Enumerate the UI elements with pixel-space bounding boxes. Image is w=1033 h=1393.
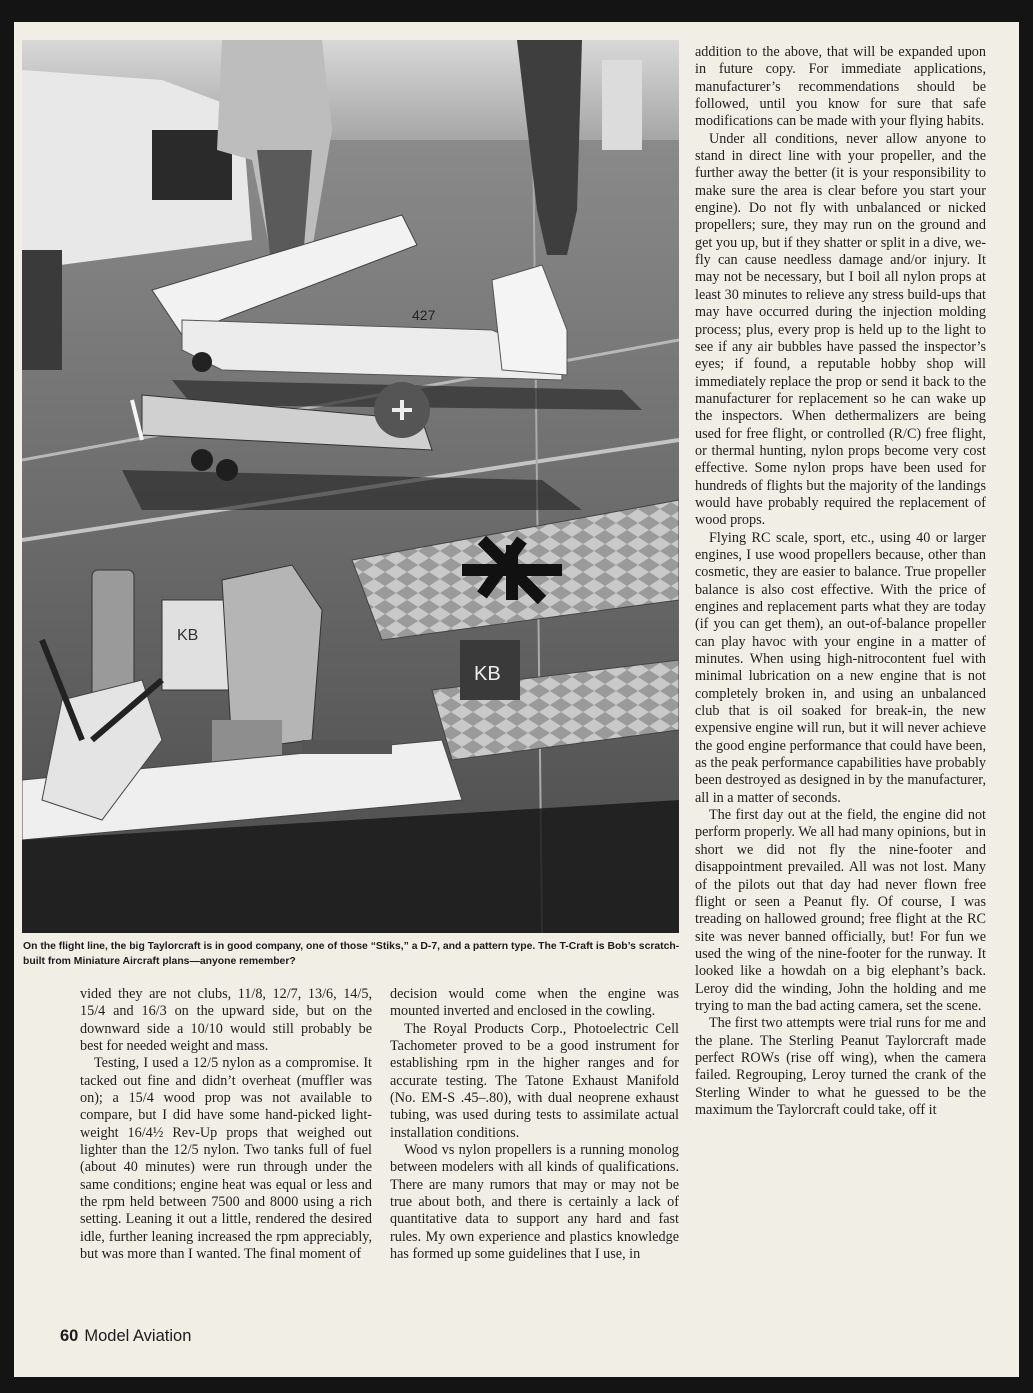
paragraph: Testing, I used a 12/5 nylon as a compromise. It tacked out fine and didn’t overheat (muffler was on); a 15/4 wood prop was not available to compare, but I did have some hand-picked light-weight 16/4½ Rev-Up props that weighed out lighter than the 12/5 nylon. Two tanks full of fuel (about 40 minutes) were run through under the same conditions; engine heat was equal or less and the rpm held between 7500 and 8000 using a rich setting. Leaning it out a little, rendered the desired idle, further leaning increased the rpm appreciably, but was more than I wanted. The final moment of: [80, 1055, 372, 1263]
page-folio: [60, 1327, 191, 1346]
paragraph: The Royal Products Corp., Photoelectric Cell Tachometer proved to be a good instrument for establishing rpm in the higher ranges and for accurate testing. The Tatone Exhaust Manifold (No. EM-S .45–.80), with dual neoprene exhaust tubing, was used during tests to assimilate actual installation conditions.: [390, 1020, 679, 1141]
photo-caption: On the flight line, the big Taylorcraft is in good company, one of those “Stiks,” a D-7, and a pattern type. The T-Craft is Bob’s scratch-built from Miniature Aircraft plans—anyone remember?: [23, 941, 680, 967]
article-column-right: [695, 44, 986, 1350]
article-column-left: [80, 986, 372, 1351]
magazine-page: [14, 22, 1019, 1377]
publication-name: Model Aviation: [84, 1327, 192, 1345]
page-number: 60: [60, 1327, 79, 1345]
wing-number: 427: [412, 307, 436, 323]
cowl-logo: KB: [474, 663, 501, 685]
paragraph: Flying RC scale, sport, etc., using 40 or larger engines, I use wood propellers because, other than cosmetic, they are easier to balance. True propeller balance is also cost effective. With the price of engines and replacement parts what they are today (if you can get them), an out-of-balance propeller can play havoc with your engine in a matter of minutes. When using high-nitrocontent fuel with minimal lubrication on a new engine that is not completely broken in, and using an unbalanced club that is oil soaked for break-in, the new expensive engine will run, but it will never achieve the good engine performance that could have been, as the peak performance capabilities have probably been destroyed as designed in by the manufacturer, all in a matter of seconds.: [695, 529, 986, 806]
flight-line-photo: [22, 40, 679, 933]
article-column-middle: [390, 986, 679, 1351]
photo-illustration: [22, 40, 679, 933]
paragraph: decision would come when the engine was mounted inverted and enclosed in the cowling.: [390, 986, 679, 1020]
paragraph: addition to the above, that will be expanded upon in future copy. For immediate applications, manufacturer’s recommendations should be followed, until you know for sure that safe modifications can be made with your flying habits.: [695, 44, 986, 130]
paragraph: Under all conditions, never allow anyone to stand in direct line with your propeller, and the further away the better (it is your responsibility to make sure the area is clear before you start your engine). Do not fly with unbalanced or nicked propellers; sure, they may run on the ground and get you up, but if they shatter or split in a dive, we-fly can cause needless damage and/or injury. It may not be necessary, but I boil all nylon props at least 30 minutes to relieve any stress build-ups that may have occurred during the injection molding process; plus, every prop is held up to the light to see if any air bubbles have passed the inspector’s eyes; if found, a reputable hobby shop will immediately replace the prop or send it back to the manufacturer for replacement so he can wake up the inspectors. When dethermalizers are being used for free flight, or controlled (R/C) free flight, or thermal hunting, nylon props become very cost effective. Some nylon props have been used for hundreds of flights but the majority of the landings would have probably required the replacement of wood props.: [695, 130, 986, 529]
box-logo: KB: [177, 627, 199, 644]
paragraph: The first two attempts were trial runs for me and the plane. The Sterling Peanut Taylorcraft made perfect ROWs (rise off wing), when the camera failed. Regrouping, Leroy turned the crank of the Sterling Winder to what he guessed to be the maximum the Taylorcraft could take, off it: [695, 1015, 986, 1118]
paragraph: vided they are not clubs, 11/8, 12/7, 13/6, 14/5, 15/4 and 16/3 on the upward side, but on the downward side a 10/10 would still probably be best for needed weight and mass.: [80, 986, 372, 1055]
paragraph: Wood vs nylon propellers is a running monolog between modelers with all kinds of qualifications. There are many rumors that may or may not be true about both, and there is certainly a lack of quantitative data to support any hard and fast rules. My own experience and plastics knowledge has formed up some guidelines that I use, in: [390, 1142, 679, 1263]
paragraph: The first day out at the field, the engine did not perform properly. We all had many opinions, but in short we did not fly the nine-footer and disappointment prevailed. All was not lost. Many of the pilots out that day had never flown free flight or seen a Peanut fly. Of course, I was treading on hallowed ground; free flight at the RC site was never banned officially, but! For fun we used the wing of the nine-footer for the runway. It looked like a howdah on a big elephant’s back. Leroy did the winding, John the holding and me trying to man the bad acting camera, set the scene.: [695, 807, 986, 1014]
